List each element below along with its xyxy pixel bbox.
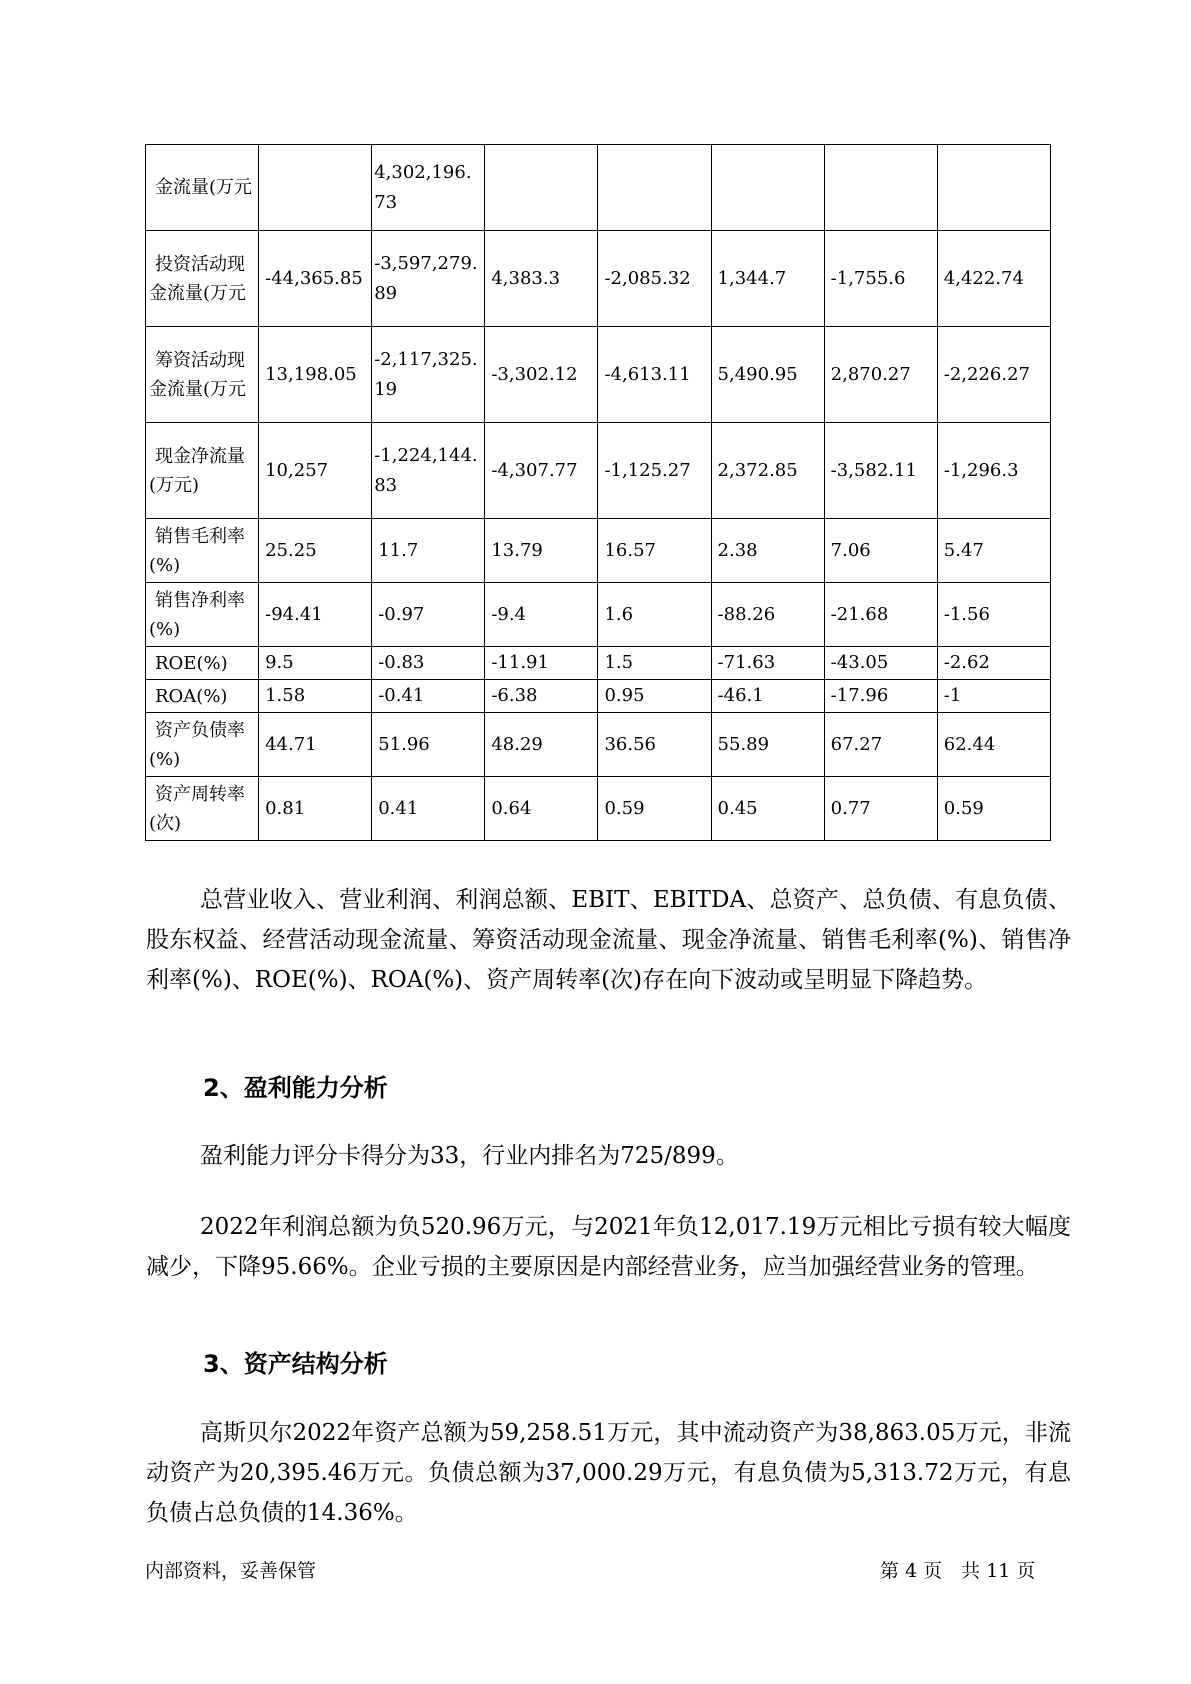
table-cell (485, 145, 598, 231)
table-cell: 0.41 (372, 777, 485, 841)
table-cell: 1.58 (259, 680, 372, 713)
table-cell: 10,257 (259, 423, 372, 519)
table-cell: -9.4 (485, 583, 598, 647)
table-cell: -4,307.77 (485, 423, 598, 519)
table-cell: -3,597,279.89 (372, 231, 485, 327)
row-label: 投资活动现金流量(万元 (146, 231, 259, 327)
table-cell: 4,422.74 (937, 231, 1050, 327)
table-cell: 44.71 (259, 713, 372, 777)
table-cell: 67.27 (824, 713, 937, 777)
table-cell: 1.6 (598, 583, 711, 647)
table-cell: -1,755.6 (824, 231, 937, 327)
table-row (146, 583, 1051, 647)
table-cell: 0.45 (711, 777, 824, 841)
table-cell: -3,302.12 (485, 327, 598, 423)
table-cell: -11.91 (485, 647, 598, 680)
table-cell: -0.97 (372, 583, 485, 647)
row-label: 资产负债率(%) (146, 713, 259, 777)
table-cell: 7.06 (824, 519, 937, 583)
table-cell: -2.62 (937, 647, 1050, 680)
table-cell: 13,198.05 (259, 327, 372, 423)
row-label: ROE(%) (146, 647, 259, 680)
table-row (146, 145, 1051, 231)
table-cell: 0.59 (937, 777, 1050, 841)
table-cell: 48.29 (485, 713, 598, 777)
table-cell: -71.63 (711, 647, 824, 680)
table-cell: 9.5 (259, 647, 372, 680)
table-cell: -1,296.3 (937, 423, 1050, 519)
row-label: 金流量(万元 (146, 145, 259, 231)
table-cell: 0.59 (598, 777, 711, 841)
row-label: 现金净流量(万元) (146, 423, 259, 519)
table-row (146, 231, 1051, 327)
financial-table-container (145, 144, 1051, 841)
table-cell: 0.77 (824, 777, 937, 841)
table-row (146, 777, 1051, 841)
table-cell (259, 145, 372, 231)
row-label: 销售毛利率(%) (146, 519, 259, 583)
table-cell: -2,117,325.19 (372, 327, 485, 423)
table-cell: -21.68 (824, 583, 937, 647)
table-cell: -43.05 (824, 647, 937, 680)
table-row (146, 713, 1051, 777)
table-cell: 5,490.95 (711, 327, 824, 423)
table-row (146, 519, 1051, 583)
table-cell: -1,224,144.83 (372, 423, 485, 519)
table-cell (937, 145, 1050, 231)
table-cell: 0.81 (259, 777, 372, 841)
heading-profitability: 2、盈利能力分析 (203, 1074, 388, 1102)
footer-confidential: 内部资料，妥善保管 (145, 1560, 317, 1582)
table-cell: -17.96 (824, 680, 937, 713)
table-cell: 0.64 (485, 777, 598, 841)
table-cell: -4,613.11 (598, 327, 711, 423)
table-cell: 4,383.3 (485, 231, 598, 327)
table-cell: 2.38 (711, 519, 824, 583)
table-cell: 1,344.7 (711, 231, 824, 327)
table-cell: 13.79 (485, 519, 598, 583)
profit-detail-paragraph: 2022年利润总额为负520.96万元，与2021年负12,017.19万元相比亏损有较大幅度减少，下降95.66%。企业亏损的主要原因是内部经营业务，应当加强经营业务的管理。 (146, 1214, 1071, 1280)
table-cell: 11.7 (372, 519, 485, 583)
table-cell: 5.47 (937, 519, 1050, 583)
table-cell: -94.41 (259, 583, 372, 647)
table-cell: -2,085.32 (598, 231, 711, 327)
footer-page-info: 第 4 页 共 11 页 (880, 1560, 1036, 1582)
table-cell: -1 (937, 680, 1050, 713)
table-cell: 2,372.85 (711, 423, 824, 519)
table-cell: 51.96 (372, 713, 485, 777)
table-cell (711, 145, 824, 231)
table-cell (598, 145, 711, 231)
table-cell: 16.57 (598, 519, 711, 583)
table-cell: 1.5 (598, 647, 711, 680)
trend-paragraph: 总营业收入、营业利润、利润总额、EBIT、EBITDA、总资产、总负债、有息负债、股东权益、经营活动现金流量、筹资活动现金流量、现金净流量、销售毛利率(%)、销售净利率(%)、ROE(%)、ROA(%)、资产周转率(次)存在向下波动或呈明显下降趋势。 (146, 887, 1071, 993)
table-cell: -6.38 (485, 680, 598, 713)
table-cell: 25.25 (259, 519, 372, 583)
table-cell: 36.56 (598, 713, 711, 777)
heading-asset-structure: 3、资产结构分析 (203, 1350, 388, 1378)
table-cell: 62.44 (937, 713, 1050, 777)
table-cell: -2,226.27 (937, 327, 1050, 423)
asset-detail-paragraph: 高斯贝尔2022年资产总额为59,258.51万元，其中流动资产为38,863.05万元，非流动资产为20,395.46万元。负债总额为37,000.29万元，有息负债为5,313.72万元，有息负债占总负债的14.36%。 (146, 1420, 1071, 1526)
table-cell: -0.41 (372, 680, 485, 713)
table-cell: -46.1 (711, 680, 824, 713)
profit-score-paragraph: 盈利能力评分卡得分为33，行业内排名为725/899。 (200, 1143, 739, 1169)
table-cell: -3,582.11 (824, 423, 937, 519)
table-cell: 2,870.27 (824, 327, 937, 423)
row-label: 资产周转率(次) (146, 777, 259, 841)
row-label: 筹资活动现金流量(万元 (146, 327, 259, 423)
table-row (146, 423, 1051, 519)
table-cell: -1,125.27 (598, 423, 711, 519)
table-cell: -44,365.85 (259, 231, 372, 327)
table-cell: -88.26 (711, 583, 824, 647)
row-label: 销售净利率(%) (146, 583, 259, 647)
table-cell (824, 145, 937, 231)
table-row (146, 680, 1051, 713)
table-cell: 0.95 (598, 680, 711, 713)
row-label: ROA(%) (146, 680, 259, 713)
financial-indicators-table (145, 144, 1051, 841)
table-cell: -1.56 (937, 583, 1050, 647)
table-cell: 55.89 (711, 713, 824, 777)
table-cell: -0.83 (372, 647, 485, 680)
table-row (146, 327, 1051, 423)
table-cell: 4,302,196.73 (372, 145, 485, 231)
table-row (146, 647, 1051, 680)
